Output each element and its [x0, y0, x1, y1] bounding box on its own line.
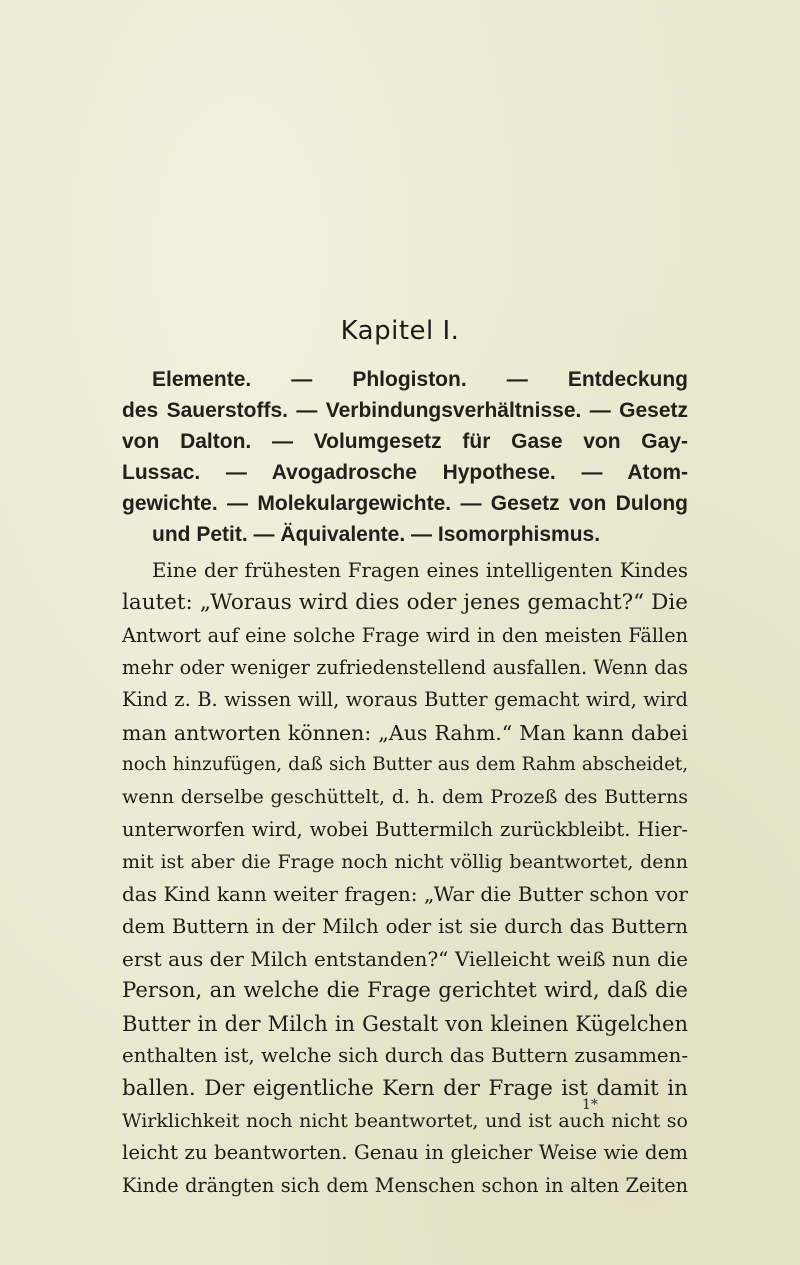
text-line: Kind z. B. wissen will, woraus Butter gemacht wird, wird	[122, 688, 688, 712]
text-line: Eine der frühesten Fragen eines intelligenten Kindes	[152, 559, 688, 582]
summary-line: und Petit. — Äquivalente. — Isomorphismus.	[152, 523, 601, 546]
summary-line: Elemente. — Phlogiston. — Entdeckung	[152, 368, 688, 391]
text-line: Wirklichkeit noch nicht beantwortet, und ist auch nicht so	[122, 1109, 688, 1132]
chapter-summary	[122, 364, 688, 550]
text-line: das Kind kann weiter fragen: „War die Butter schon vor	[122, 882, 688, 907]
text-line: lautet: „Woraus wird dies oder jenes gemacht?“ Die	[122, 590, 688, 616]
text-line: noch hinzufügen, daß sich Butter aus dem Rahm abscheidet,	[122, 754, 688, 776]
body-paragraph	[122, 555, 688, 1202]
text-line: erst aus der Milch entstanden?“ Vielleicht weiß nun die	[122, 947, 688, 972]
text-line: mit ist aber die Frage noch nicht völlig beantwortet, denn	[122, 851, 688, 874]
text-line: man antworten können: „Aus Rahm.“ Man kann dabei	[122, 720, 688, 745]
summary-line: von Dalton. — Volumgesetz für Gase von Gay-	[122, 430, 688, 453]
text-line: unterworfen wird, wobei Buttermilch zurückbleibt. Hier-	[122, 817, 688, 841]
summary-line: des Sauerstoffs. — Verbindungsverhältnisse. — Gesetz	[122, 399, 688, 422]
signature-mark: 1*	[582, 1097, 598, 1113]
text-line: Antwort auf eine solche Frage wird in den meisten Fällen	[122, 623, 688, 647]
text-line: dem Buttern in der Milch oder ist sie durch das Buttern	[122, 914, 688, 938]
text-line: wenn derselbe geschüttelt, d. h. dem Prozeß des Butterns	[122, 786, 688, 809]
text-line: enthalten ist, welche sich durch das Buttern zusammen-	[122, 1044, 688, 1068]
text-line: Kinde drängten sich dem Menschen schon in alten Zeiten	[122, 1173, 688, 1197]
text-line: Person, an welche die Frage gerichtet wird, daß die	[122, 978, 688, 1004]
text-line: mehr oder weniger zufriedenstellend ausfallen. Wenn das	[122, 656, 688, 680]
summary-line: gewichte. — Molekulargewichte. — Gesetz von Dulong	[122, 492, 688, 515]
text-line: ballen. Der eigentliche Kern der Frage ist damit in	[122, 1075, 688, 1101]
text-line: Butter in der Milch in Gestalt von kleinen Kügelchen	[122, 1011, 688, 1036]
chapter-heading: Kapitel I.	[340, 316, 460, 346]
summary-line: Lussac. — Avogadrosche Hypothese. — Atom-	[122, 461, 688, 484]
text-line: leicht zu beantworten. Genau in gleicher Weise wie dem	[122, 1141, 688, 1165]
